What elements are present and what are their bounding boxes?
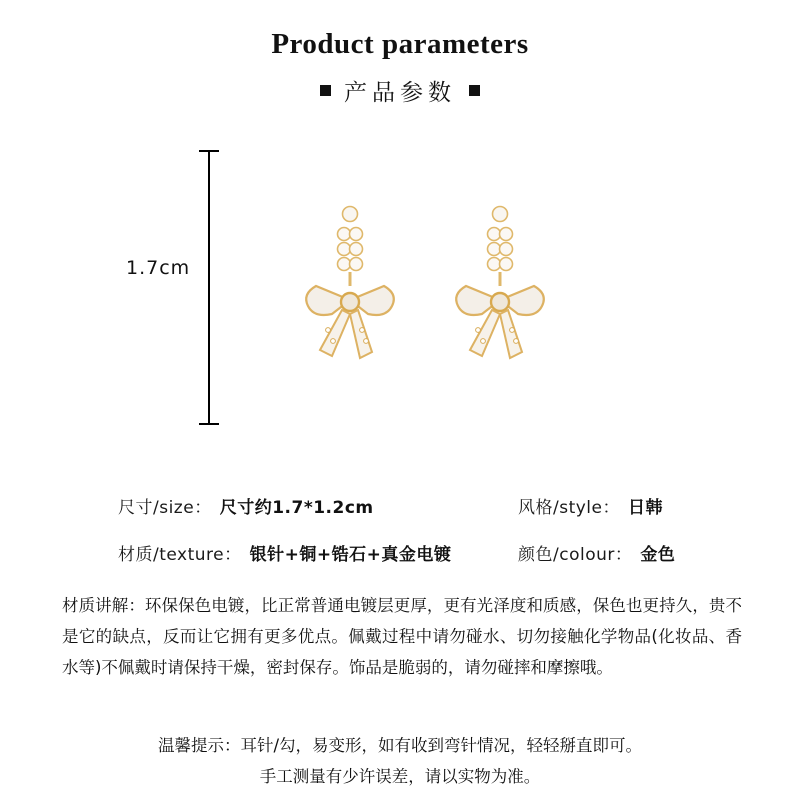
spec-style xyxy=(518,493,663,518)
spec-colour xyxy=(518,540,675,565)
vertical-dimension-line-icon xyxy=(208,150,210,425)
spec-size xyxy=(118,493,374,518)
warm-tip-line-2: 手工测量有少许误差，请以实物为准。 xyxy=(259,767,541,786)
spec-texture xyxy=(118,540,451,565)
spec-colour-label: 颜色/colour： xyxy=(518,545,633,565)
square-bullet-icon-left xyxy=(320,85,331,96)
spec-style-value: 日韩 xyxy=(628,498,663,518)
dimension-label: 1.7cm xyxy=(126,257,191,279)
spec-size-label: 尺寸/size： xyxy=(118,498,212,518)
earring-right-icon xyxy=(430,190,570,400)
spec-size-value: 尺寸约1.7*1.2cm xyxy=(219,498,374,518)
material-description: 材质讲解：环保保色电镀，比正常普通电镀层更厚，更有光泽度和质感，保色也更持久，贵不是它的缺点，反而让它拥有更多优点。佩戴过程中请勿碰水、切勿接触化学物品(化妆品、香水等)不佩戴时请保持干燥，密封保存。饰品是脆弱的，请勿碰摔和摩擦哦。 xyxy=(62,596,742,677)
page-title-chinese-row xyxy=(0,74,800,107)
spec-texture-value: 银针+铜+锆石+真金电镀 xyxy=(249,545,452,565)
spec-texture-label: 材质/texture： xyxy=(118,545,242,565)
earring-left-icon xyxy=(280,190,420,400)
product-image xyxy=(250,190,580,400)
page-title-english: Product parameters xyxy=(271,28,529,60)
page-title-chinese: 产品参数 xyxy=(344,80,456,106)
spec-style-label: 风格/style： xyxy=(518,498,620,518)
square-bullet-icon-right xyxy=(469,85,480,96)
spec-colour-value: 金色 xyxy=(640,545,676,565)
warm-tip-line-1: 温馨提示：耳针/勾，易变形，如有收到弯针情况，轻轻掰直即可。 xyxy=(157,736,643,755)
